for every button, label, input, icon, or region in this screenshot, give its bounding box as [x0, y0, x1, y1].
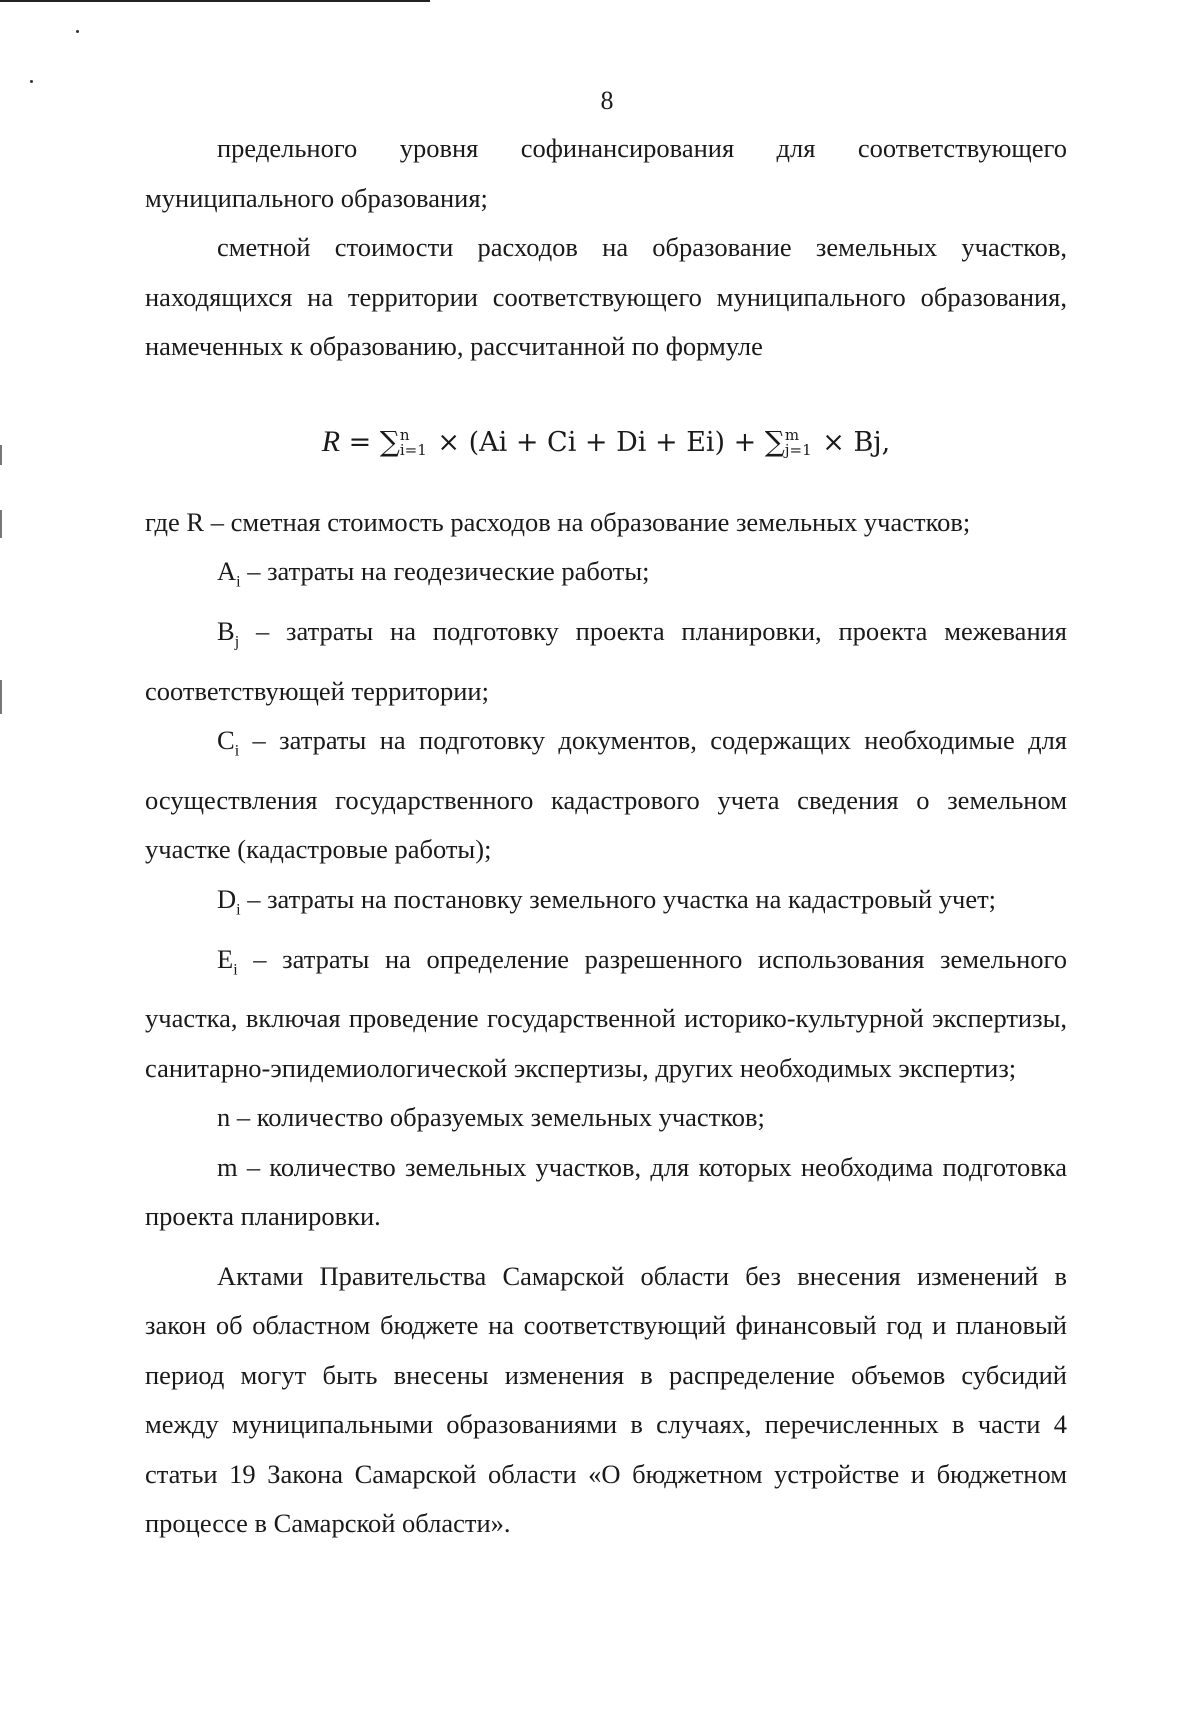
sum1-lower: i=1	[399, 441, 427, 459]
scan-edge-mark	[0, 445, 2, 465]
definition-c: $C_i$ – затраты на подготовку документов, содержащих необходимые для осуществления государственного кадастрового учета сведения о земельном участке (кадастровые работы);	[145, 725, 1067, 865]
cost-formula	[145, 406, 1067, 478]
sum2-upper: m	[784, 426, 800, 444]
sum1-upper: n	[399, 426, 410, 444]
formula-lhs: R	[321, 424, 341, 458]
sum2-lower: j=1	[784, 441, 812, 459]
sum-sign-icon: ∑	[379, 424, 400, 458]
scan-speck	[30, 80, 33, 83]
paragraph-closing: Актами Правительства Самарской области без внесения изменений в закон об областном бюджете на соответствующий финансовый год и плановый период могут быть внесены изменения в распределение объемов субсидий между муниципальными образованиями в случаях, перечисленных в части 4 статьи 19 Закона Самарской области «О бюджетном устройстве и бюджетном процессе в Самарской области».	[145, 1260, 1067, 1539]
definition-e: $E_i$ – затраты на определение разрешенного использования земельного участка, включая проведение государственной историко-культурной экспертизы, санитарно-эпидемиологической экспертизы, других необходимых экспертиз;	[145, 943, 1067, 1083]
formula-equals: =	[348, 426, 372, 458]
paragraph-estimate: сметной стоимости расходов на образование земельных участков, находящихся на территории соответствующего муниципального образования, намеченных к образованию, рассчитанной по формуле	[145, 232, 1067, 361]
formula-term1: × (Ai + Ci + Di + Ei) +	[437, 426, 757, 458]
formula-term2: × Bj,	[822, 426, 891, 458]
scan-edge-mark	[0, 680, 2, 714]
definition-a: $A_i$ – затраты на геодезические работы;	[217, 556, 650, 591]
scan-speck	[76, 30, 79, 33]
definition-intro: где R – сметная стоимость расходов на образование земельных участков;	[145, 506, 971, 537]
scan-top-line	[0, 0, 430, 2]
sum2-limits	[785, 428, 812, 458]
sum-sign-icon: ∑	[764, 424, 785, 458]
definition-n: n – количество образуемых земельных участков;	[217, 1102, 765, 1133]
definition-d: $D_i$ – затраты на постановку земельного участка на кадастровый учет;	[217, 883, 997, 919]
scan-edge-mark	[0, 510, 2, 538]
sum1-limits	[400, 428, 427, 458]
paragraph-cofinancing: предельного уровня софинансирования для соответствующего муниципального образования;	[145, 133, 1067, 213]
definition-b: $B_j$ – затраты на подготовку проекта планировки, проекта межевания соответствующей территории;	[145, 615, 1067, 706]
page-number: 8	[600, 86, 614, 115]
document-body	[145, 124, 1067, 1549]
definition-m: m – количество земельных участков, для которых необходима подготовка проекта планировки.	[145, 1151, 1067, 1232]
